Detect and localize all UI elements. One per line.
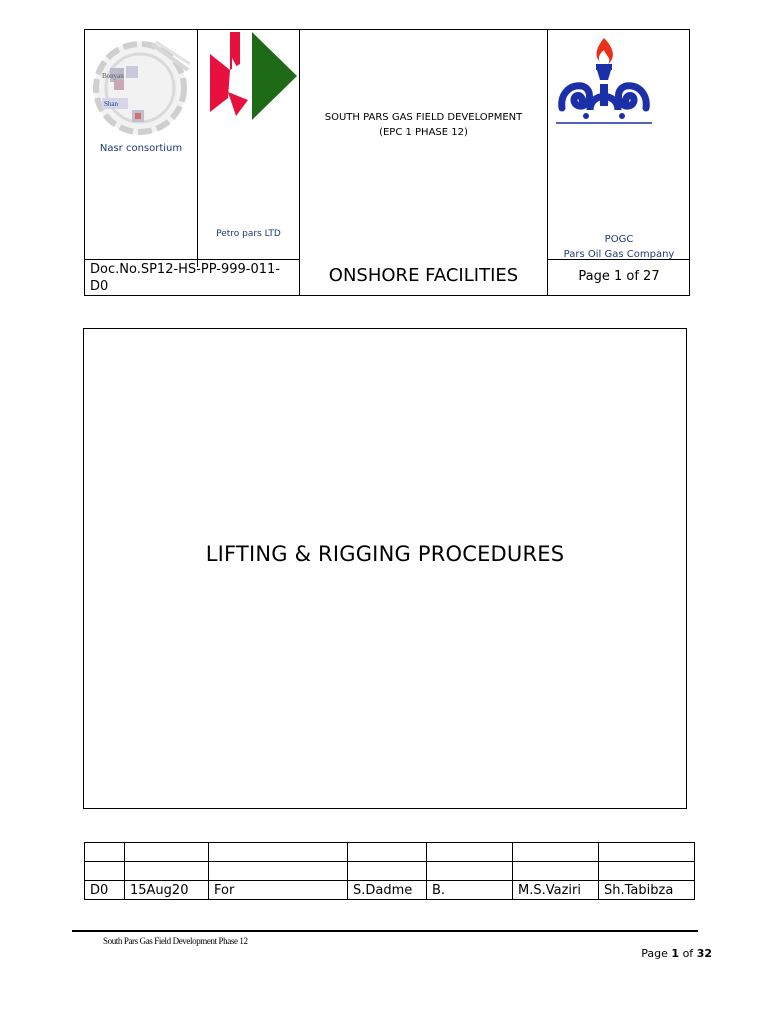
table-cell — [85, 862, 125, 881]
table-cell — [209, 843, 348, 862]
checked-by-cell: B. — [427, 881, 513, 900]
nasr-logo-text: Bonyan — [102, 72, 124, 80]
petro-pars-logo — [208, 30, 300, 122]
table-row — [85, 862, 695, 881]
document-number-line: Doc.No.SP12-HS-PP-999-011- — [90, 262, 280, 277]
table-cell — [513, 843, 599, 862]
client-short-name: POGC — [604, 234, 634, 245]
pogc-label — [548, 232, 690, 262]
revision-purpose-cell: For — [209, 881, 348, 900]
svg-text:Bonyan — [102, 72, 124, 80]
revision-code-cell: D0 — [85, 881, 125, 900]
nasr-logo-text: Shan — [104, 100, 118, 108]
footer-project-text: South Pars Gas Field Development Phase 12 — [103, 936, 248, 946]
revision-table — [84, 842, 695, 900]
authorized-by-cell: Sh.Tabibza — [599, 881, 695, 900]
nasr-consortium-label: Nasr consortium — [99, 143, 183, 154]
project-subtitle-line: (EPC 1 PHASE 12) — [379, 127, 468, 138]
header-divider — [84, 259, 299, 260]
table-cell — [599, 862, 695, 881]
footer-page-prefix: Page — [641, 947, 672, 960]
document-number — [90, 261, 298, 295]
table-cell — [599, 843, 695, 862]
petro-pars-label: Petro pars LTD — [216, 229, 281, 239]
header-page-indicator: Page 1 of 27 — [578, 269, 660, 284]
footer-page-mid: of — [679, 947, 697, 960]
document-number-line: D0 — [90, 279, 109, 294]
footer-page-number — [600, 947, 712, 960]
footer-rule — [72, 930, 698, 932]
table-cell — [427, 843, 513, 862]
svg-text:Shan — [104, 100, 119, 108]
revision-date-cell: 15Aug20 — [125, 881, 209, 900]
table-cell — [125, 862, 209, 881]
table-cell — [427, 862, 513, 881]
table-row — [85, 843, 695, 862]
table-cell — [209, 862, 348, 881]
title-box — [83, 328, 687, 809]
table-cell — [513, 862, 599, 881]
document-title: LIFTING & RIGGING PROCEDURES — [205, 542, 565, 566]
table-cell — [85, 843, 125, 862]
project-title-line: SOUTH PARS GAS FIELD DEVELOPMENT — [324, 112, 523, 123]
prepared-by-cell: S.Dadme — [348, 881, 427, 900]
footer-page-total: 32 — [696, 947, 712, 960]
section-title: ONSHORE FACILITIES — [328, 265, 519, 286]
table-row — [85, 881, 695, 900]
table-cell — [348, 862, 427, 881]
nasr-consortium-logo — [92, 36, 192, 140]
footer-page-current: 1 — [671, 947, 680, 960]
approved-by-cell: M.S.Vaziri — [513, 881, 599, 900]
pogc-logo — [556, 36, 652, 124]
client-full-name: Pars Oil Gas Company — [563, 249, 675, 260]
table-cell — [348, 843, 427, 862]
project-title — [299, 110, 548, 140]
table-cell — [125, 843, 209, 862]
